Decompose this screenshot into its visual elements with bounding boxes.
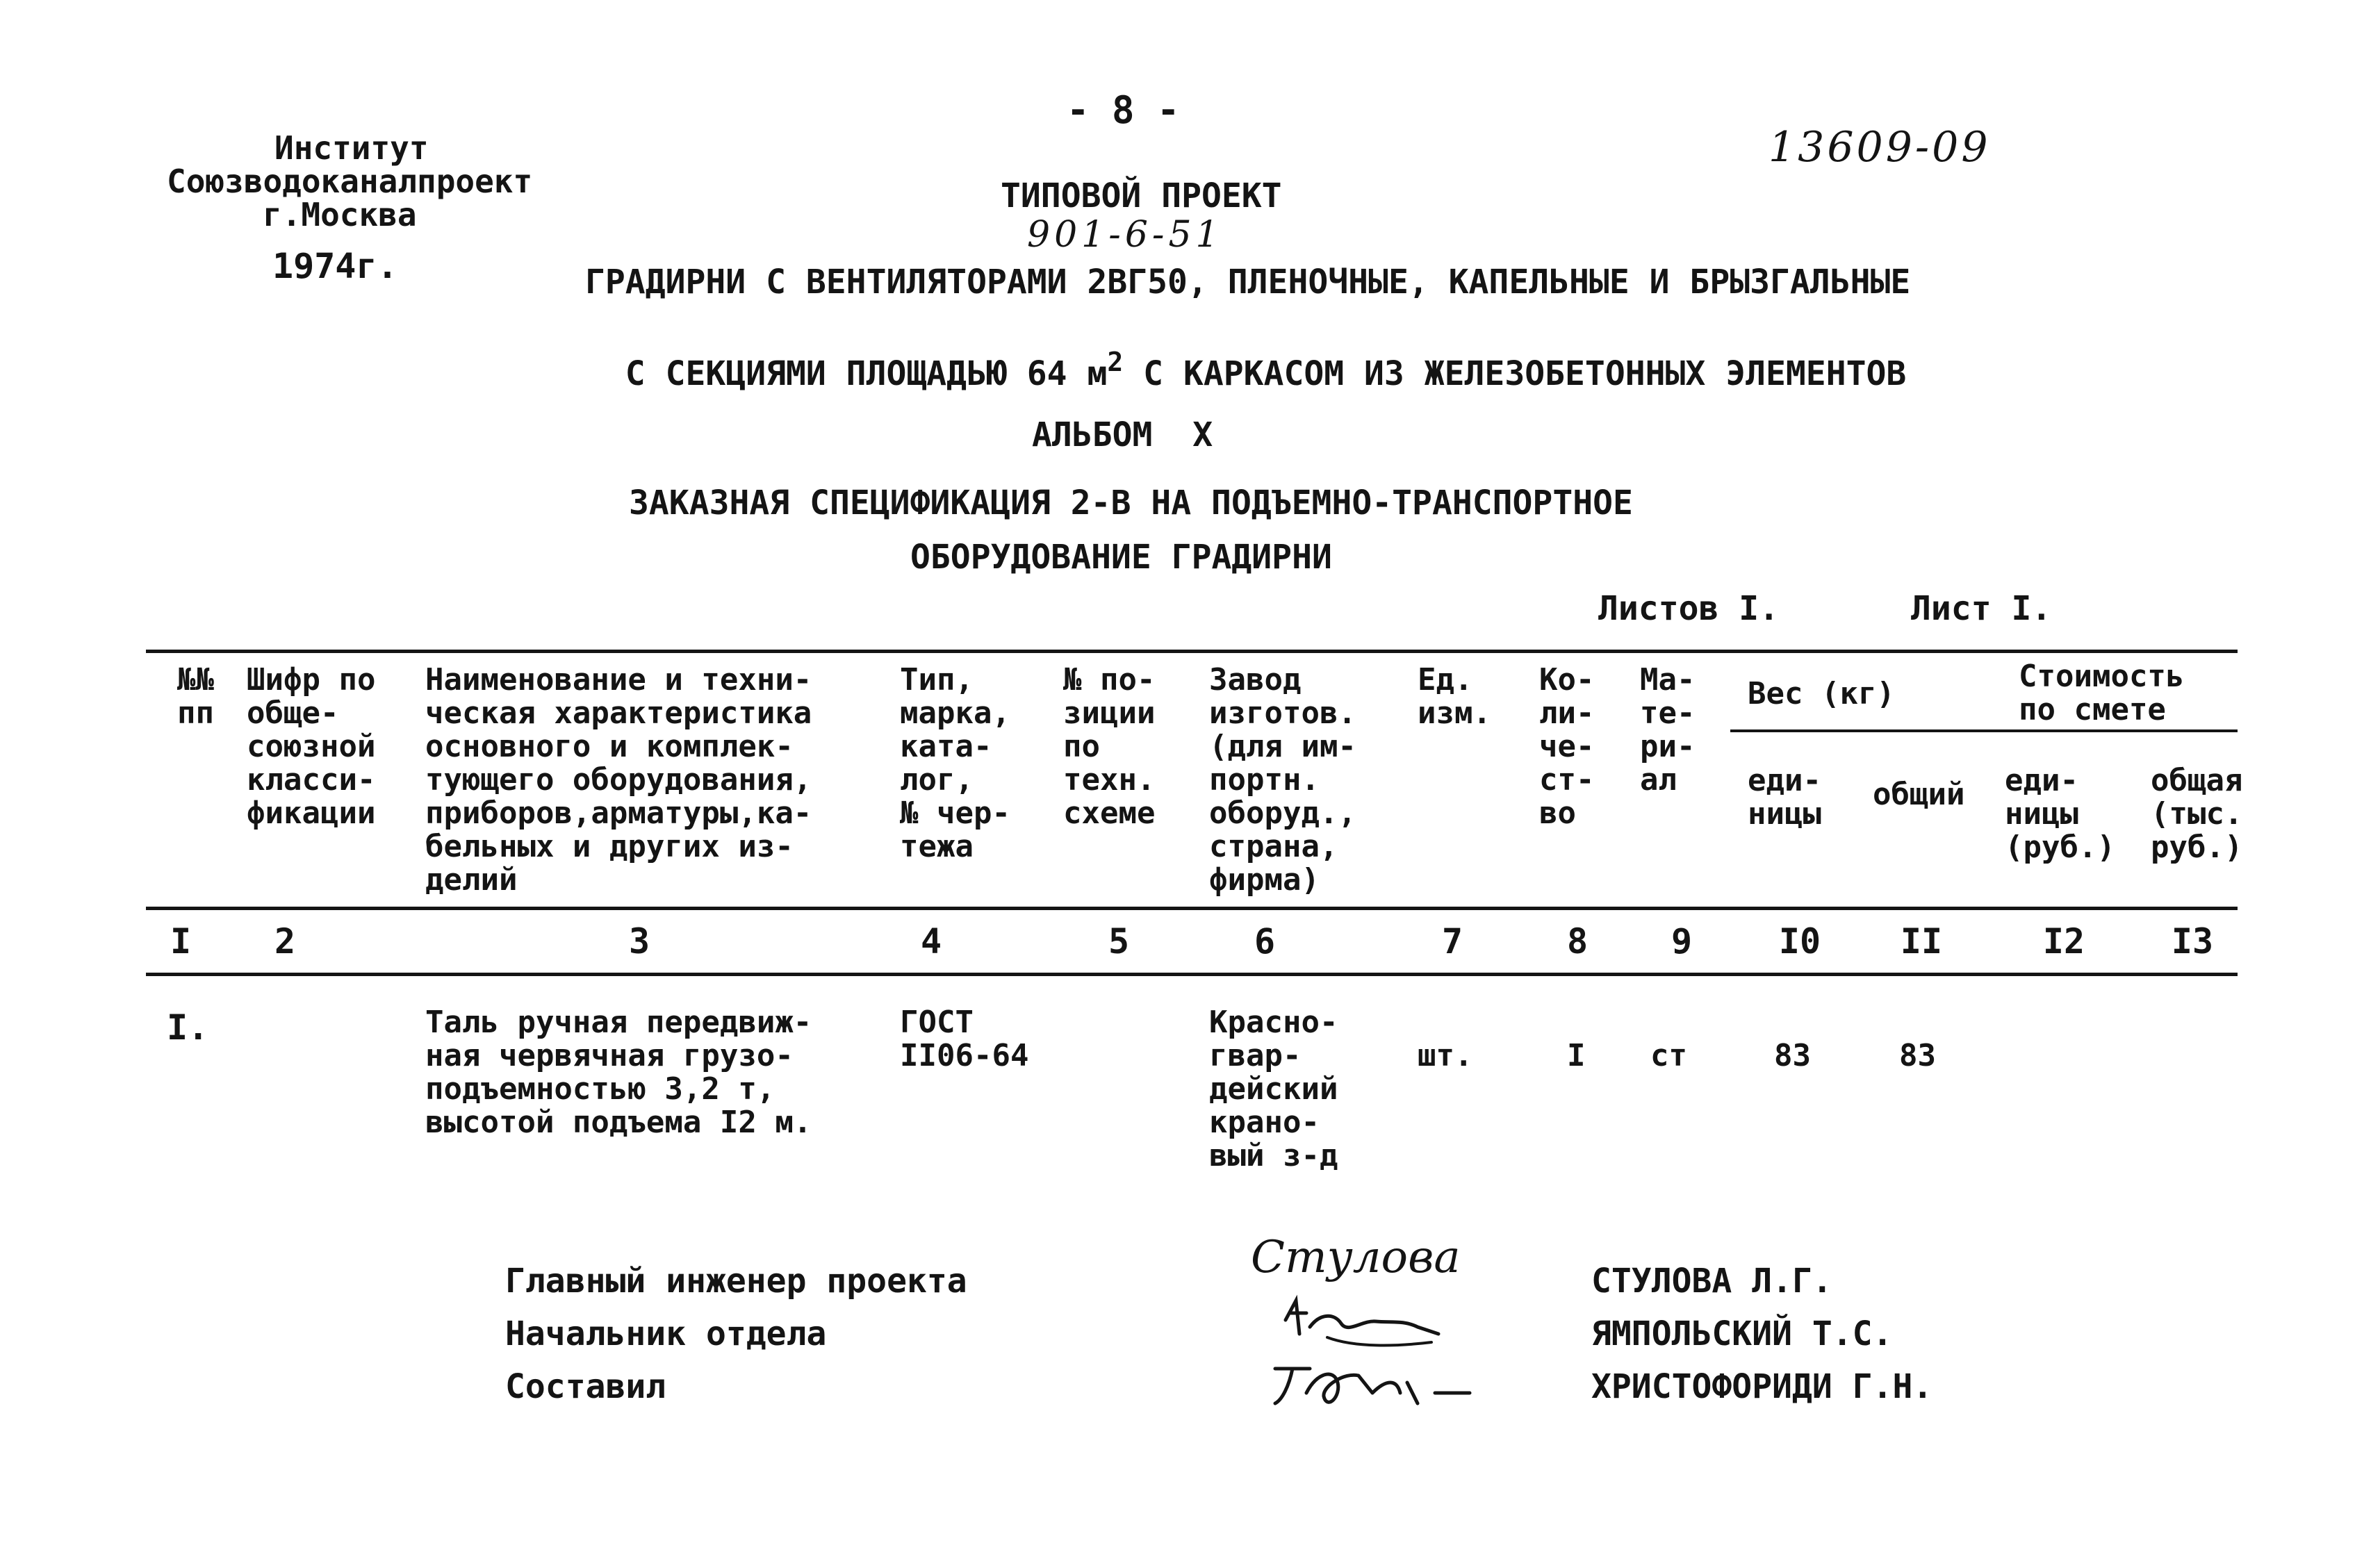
area-unit-superscript: 2 [1107,347,1124,377]
column-number: I0 [1778,921,1821,962]
header-classification-code: Шифр по обще- союзной класси- фикации [247,662,376,831]
handwritten-signature-stulova: Стулова [1251,1232,1461,1283]
column-number: 3 [628,921,650,962]
role-compiler: Составил [505,1367,666,1406]
row-unit: шт. [1418,1038,1473,1073]
column-number: 7 [1441,921,1463,962]
column-number: I [170,921,192,962]
row-material: ст [1650,1038,1687,1073]
row-type: ГОСТ II06-64 [900,1005,1029,1073]
row-name: Таль ручная передвиж- ная червячная грузо- подъемностью 3,2 т, высотой подъема I2 м. [425,1005,812,1140]
handwritten-signature-yampolsky [1279,1292,1445,1355]
header-cost-group: Стоимость по смете [2019,659,2185,727]
column-number: 5 [1108,921,1130,962]
row-manufacturer: Красно- гвар- дейский крано- вый з-д [1209,1005,1338,1173]
table-header-bottom-rule [146,907,2238,910]
header-weight-group: Вес (кг) [1748,676,1895,711]
name-stulova: СТУЛОВА Л.Г. [1591,1262,1832,1301]
column-number: 8 [1566,921,1589,962]
header-weight-unit: еди- ницы [1748,763,1821,832]
header-type-mark: Тип, марка, ката- лог, № чер- тежа [900,662,1010,864]
header-name-characteristics: Наименование и техни- ческая характеристика основного и комплек- тующего оборудования, приборов,арматуры,ка- бельных и других из- делий [425,662,812,898]
project-title-line2 [585,315,1907,393]
header-cost-total: общая (тыс. руб.) [2151,763,2243,865]
project-title-line2-a: С СЕКЦИЯМИ ПЛОЩАДЬЮ 64 м [625,354,1108,393]
header-position: № по- зиции по техн. схеме [1063,662,1156,831]
project-number-handwritten: 901-6-51 [1027,214,1223,256]
name-khristoforidi: ХРИСТОФОРИДИ Г.Н. [1591,1367,1933,1406]
name-yampolsky: ЯМПОЛЬСКИЙ Т.С. [1591,1314,1893,1353]
institute-city: г.Москва [263,196,417,233]
document-code-handwritten: 13609-09 [1768,123,1991,172]
column-number: 6 [1254,921,1276,962]
column-number: 4 [920,921,942,962]
header-manufacturer: Завод изготов. (для им- портн. оборуд., страна, фирма) [1209,662,1356,898]
project-title-line1: ГРАДИРНИ С ВЕНТИЛЯТОРАМИ 2ВГ50, ПЛЕНОЧНЫЕ, КАПЕЛЬНЫЕ И БРЫЗГАЛЬНЫЕ [585,263,1911,302]
row-quantity: I [1567,1038,1586,1073]
spec-title-line2: ОБОРУДОВАНИЕ ГРАДИРНИ [910,538,1332,577]
column-number: 2 [274,921,296,962]
row-weight-total: 83 [1899,1038,1936,1073]
header-cost-unit: еди- ницы (руб.) [2005,763,2115,865]
column-number: 9 [1671,921,1693,962]
column-number: II [1900,921,1943,962]
spec-title-line1: ЗАКАЗНАЯ СПЕЦИФИКАЦИЯ 2-В НА ПОДЪЕМНО-ТРАНСПОРТНОЕ [629,484,1633,522]
column-number: I2 [2042,921,2085,962]
table-subgroup-rule [1730,729,2238,732]
sheets-total: Листов I. [1598,589,1780,628]
institute-org: Союзводоканалпроект [167,163,533,200]
row-number: I. [167,1007,209,1048]
table-top-rule [146,650,2238,653]
institute-name: Институт [274,129,429,167]
table-column-numbers-rule [146,973,2238,976]
sheet-current: Лист I. [1911,589,2052,628]
album-label: АЛЬБОМ X [1032,415,1213,454]
project-title-line2-b: С КАРКАСОМ ИЗ ЖЕЛЕЗОБЕТОННЫХ ЭЛЕМЕНТОВ [1123,354,1907,393]
column-number: I3 [2171,921,2214,962]
role-chief-engineer: Главный инженер проекта [505,1262,967,1301]
project-type-label: ТИПОВОЙ ПРОЕКТ [1001,176,1282,215]
page-number: - 8 - [1067,88,1180,132]
row-weight-unit: 83 [1774,1038,1811,1073]
institute-year: 1974г. [272,246,398,286]
header-material: Ма- те- ри- ал [1640,662,1696,798]
header-row-number: №№ пп [177,662,214,731]
handwritten-signature-khristoforidi [1268,1355,1477,1417]
header-unit: Ед. изм. [1418,662,1491,731]
header-quantity: Ко- ли- че- ст- во [1539,662,1595,831]
role-department-head: Начальник отдела [505,1314,827,1353]
header-weight-total: общий [1873,777,1965,812]
